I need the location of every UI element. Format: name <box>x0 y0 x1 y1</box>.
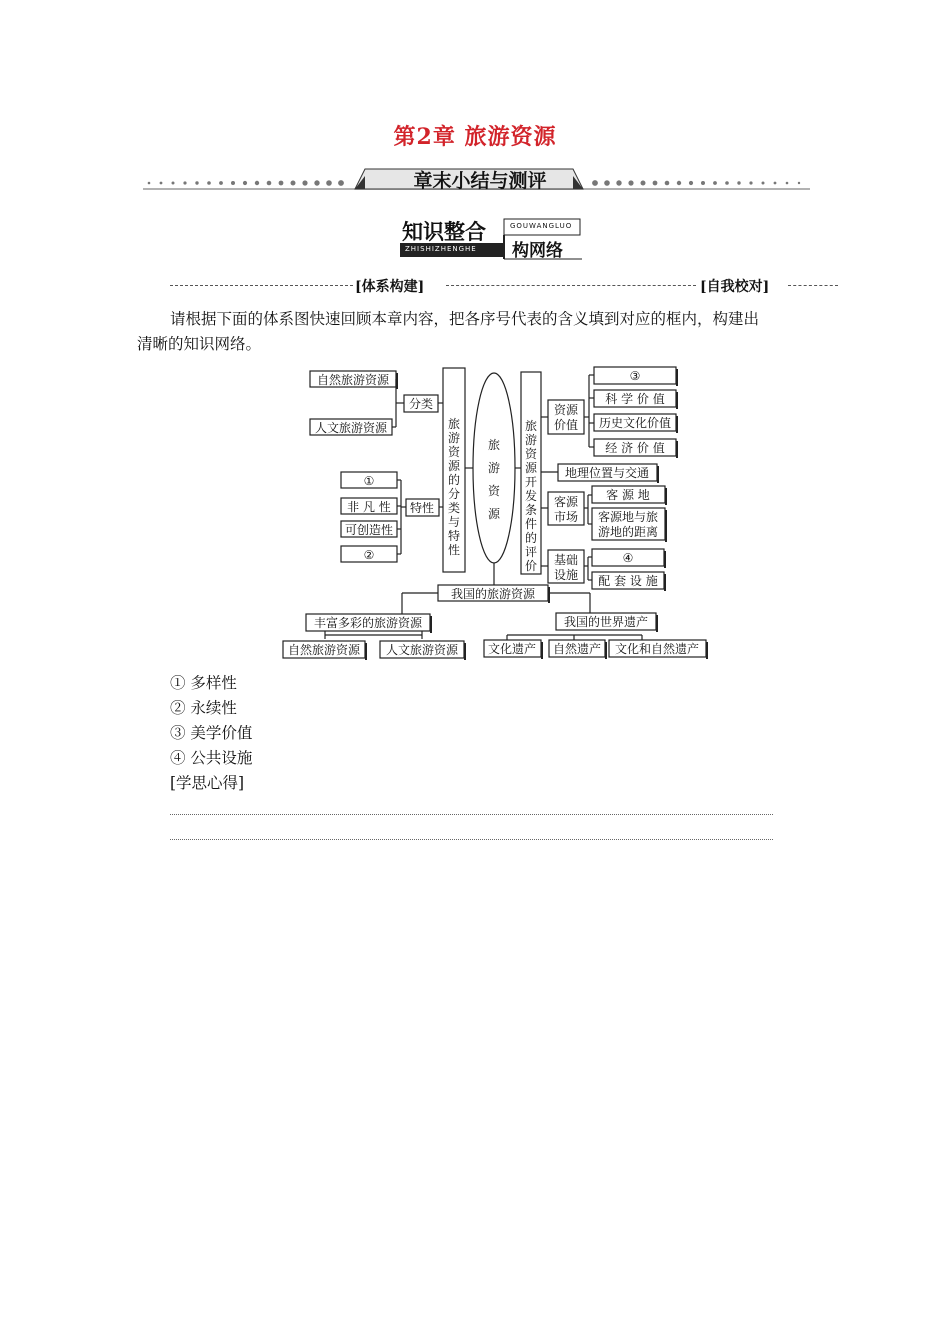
writing-line <box>170 814 773 815</box>
intro-line-1: 请根据下面的体系图快速回顾本章内容，把各序号代表的含义填到对应的框内，构建出 <box>170 310 760 328</box>
value-label: 价值 <box>553 418 579 432</box>
left-col-char: 特 <box>447 529 461 543</box>
tag-self-check: [自我校对] <box>700 279 770 295</box>
trait-item: 可创造性 <box>344 523 394 537</box>
divider-left <box>170 285 353 286</box>
center-char: 资 <box>487 484 501 498</box>
heritage-item: 文化和自然遗产 <box>614 642 700 656</box>
right-col-char: 资 <box>524 447 538 461</box>
center-char: 源 <box>487 507 501 521</box>
right-col-char: 条 <box>524 503 538 517</box>
market-item: 游地的距离 <box>597 525 659 539</box>
logo-pinyin-top: GOUWANGLUO <box>510 222 573 230</box>
heritage-label: 我国的世界遗产 <box>563 615 649 629</box>
divider-right <box>788 285 838 286</box>
value-item: 历史文化价值 <box>598 416 672 430</box>
market-label: 客源 <box>553 495 579 509</box>
left-col-char: 源 <box>447 459 461 473</box>
left-col-char: 性 <box>447 543 461 557</box>
writing-line <box>170 839 773 840</box>
trait-item: 非 凡 性 <box>347 500 391 514</box>
rich-label: 丰富多彩的旅游资源 <box>313 616 423 630</box>
value-item: 经 济 价 值 <box>605 441 665 455</box>
right-col-char: 游 <box>524 433 538 447</box>
logo-sub-text: 构网络 <box>512 241 563 261</box>
class-natural: 自然旅游资源 <box>316 373 390 387</box>
divider-middle <box>446 285 696 286</box>
knowledge-diagram <box>280 360 710 660</box>
infra-label: 基础 <box>553 553 579 567</box>
left-col-char: 资 <box>447 445 461 459</box>
logo-pinyin-bottom: ZHISHIZHENGHE <box>405 245 477 253</box>
location-item: 地理位置与交通 <box>564 466 650 480</box>
value-label: 资源 <box>553 403 579 417</box>
market-item: 客源地与旅 <box>597 510 659 524</box>
right-col-char: 评 <box>524 545 538 559</box>
trait-item: ② <box>363 548 375 562</box>
right-col-char: 的 <box>524 531 538 545</box>
right-col-char: 发 <box>524 489 538 503</box>
value-item: 科 学 价 值 <box>605 392 665 406</box>
answer-3: ③ 美学价值 <box>170 724 253 742</box>
infra-item: ④ <box>622 551 634 565</box>
right-col-char: 价 <box>524 559 538 573</box>
rich-item: 自然旅游资源 <box>287 643 361 657</box>
left-col-char: 游 <box>447 431 461 445</box>
right-col-char: 源 <box>524 461 538 475</box>
left-col-char: 分 <box>447 487 461 501</box>
infra-label: 设施 <box>553 568 579 582</box>
china-label: 我国的旅游资源 <box>450 587 536 601</box>
right-col-char: 开 <box>524 475 538 489</box>
market-item: 客 源 地 <box>606 488 650 502</box>
market-label: 市场 <box>553 510 579 524</box>
class-cultural: 人文旅游资源 <box>314 421 388 435</box>
answer-2: ② 永续性 <box>170 699 237 717</box>
right-col-char: 件 <box>524 517 538 531</box>
value-item: ③ <box>629 369 641 383</box>
answer-1: ① 多样性 <box>170 674 237 692</box>
reflection-label: [学思心得] <box>170 774 245 792</box>
left-col-char: 类 <box>447 501 461 515</box>
left-col-char: 的 <box>447 473 461 487</box>
banner-title: 章末小结与测评 <box>413 170 547 192</box>
class-label: 分类 <box>408 397 434 411</box>
heritage-item: 自然遗产 <box>552 642 602 656</box>
right-col-char: 旅 <box>524 419 538 433</box>
left-col-char: 与 <box>447 515 461 529</box>
center-char: 旅 <box>487 438 501 452</box>
rich-item: 人文旅游资源 <box>385 643 459 657</box>
trait-item: ① <box>363 474 375 488</box>
logo-main-text: 知识整合 <box>402 220 486 244</box>
answer-4: ④ 公共设施 <box>170 749 253 767</box>
left-col-char: 旅 <box>447 417 461 431</box>
heritage-item: 文化遗产 <box>487 642 537 656</box>
intro-line-2: 清晰的知识网络。 <box>137 335 262 353</box>
tag-system-build: [体系构建] <box>355 279 425 295</box>
center-char: 游 <box>487 461 501 475</box>
trait-label: 特性 <box>409 501 435 515</box>
infra-item: 配 套 设 施 <box>598 574 658 588</box>
chapter-title: 第2章 旅游资源 <box>393 124 557 150</box>
